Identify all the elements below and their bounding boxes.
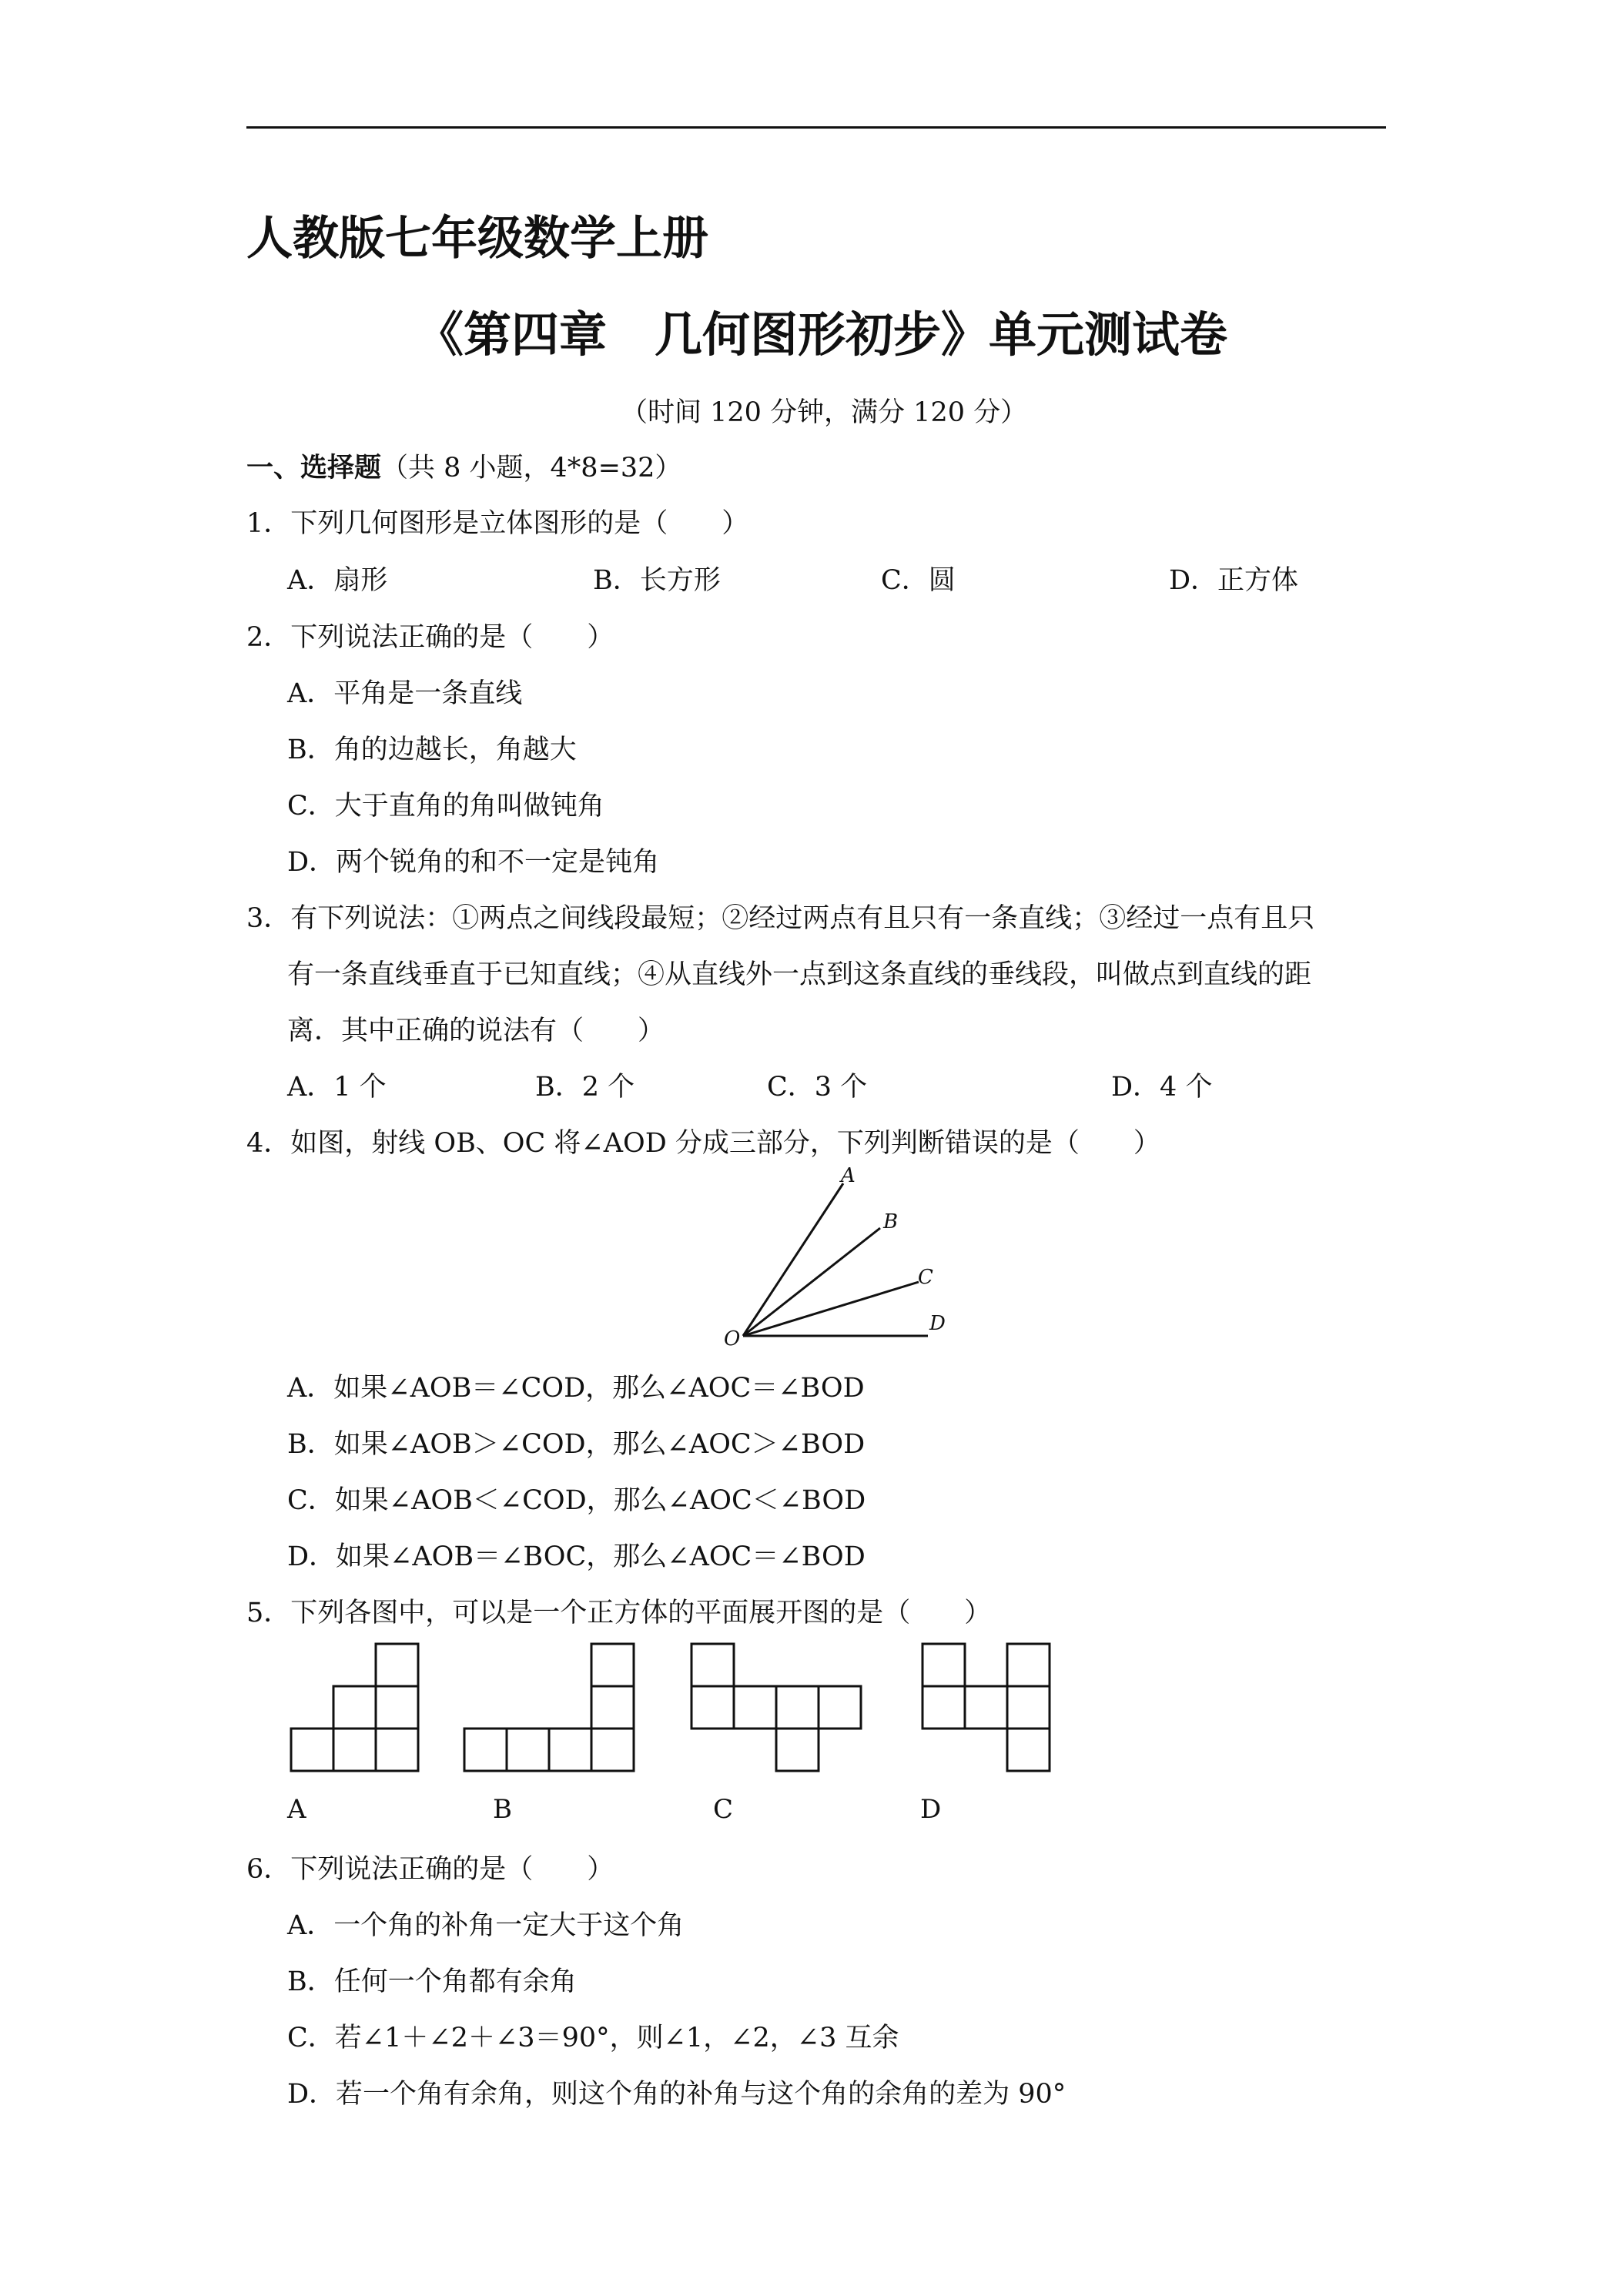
question-4-stem: 4．如图，射线 OB、OC 将∠AOD 分成三部分，下列判断错误的是（ ） xyxy=(246,1128,1160,1159)
point-label-d: D xyxy=(929,1312,946,1335)
section-note: （共 8 小题，4*8=32） xyxy=(381,453,682,484)
q1-option-c: C．圆 xyxy=(881,565,956,596)
net-d xyxy=(922,1644,1050,1771)
cube-nets-figure xyxy=(277,1640,1070,1794)
title-line-2: 《第四章 几何图形初步》单元测试卷 xyxy=(416,306,1228,363)
q6-option-d: D．若一个角有余角，则这个角的补角与这个角的余角的差为 90° xyxy=(287,2079,1066,2110)
title-line-1: 人教版七年级数学上册 xyxy=(246,212,708,266)
net-label-a: A xyxy=(287,1794,306,1825)
net-c xyxy=(691,1644,861,1771)
q4-option-d: D．如果∠AOB＝∠BOC，那么∠AOC＝∠BOD xyxy=(287,1541,866,1572)
q2-option-c: C．大于直角的角叫做钝角 xyxy=(287,791,604,822)
q4-option-a: A．如果∠AOB＝∠COD，那么∠AOC＝∠BOD xyxy=(287,1373,865,1404)
exam-info: （时间 120 分钟，满分 120 分） xyxy=(621,397,1028,428)
q2-option-d: D．两个锐角的和不一定是钝角 xyxy=(287,847,660,878)
net-label-c: C xyxy=(713,1794,734,1825)
q3-option-d: D．4 个 xyxy=(1111,1072,1213,1103)
question-3-stem-line-1: 3．有下列说法：①两点之间线段最短；②经过两点有且只有一条直线；③经过一点有且只 xyxy=(246,903,1315,934)
point-label-o: O xyxy=(724,1327,741,1350)
top-rule xyxy=(246,126,1386,129)
q3-option-a: A．1 个 xyxy=(287,1072,387,1103)
q6-option-a: A．一个角的补角一定大于这个角 xyxy=(287,1910,685,1941)
section-heading xyxy=(246,447,681,485)
point-label-c: C xyxy=(918,1266,933,1289)
question-3-stem-line-2: 有一条直线垂直于已知直线；④从直线外一点到这条直线的垂线段，叫做点到直线的距 xyxy=(287,959,1312,990)
ray-oc xyxy=(743,1282,919,1336)
q6-option-b: B．任何一个角都有余角 xyxy=(287,1966,577,1997)
question-1-stem: 1．下列几何图形是立体图形的是（ ） xyxy=(246,508,749,539)
question-6-stem: 6．下列说法正确的是（ ） xyxy=(246,1854,614,1885)
q3-option-c: C．3 个 xyxy=(767,1072,868,1103)
section-title: 一、选择题 xyxy=(246,453,382,484)
question-2-stem: 2．下列说法正确的是（ ） xyxy=(246,622,614,653)
q2-option-b: B．角的边越长，角越大 xyxy=(287,735,577,765)
angle-figure xyxy=(716,1166,970,1351)
point-label-a: A xyxy=(841,1166,856,1187)
question-3-stem-line-3: 离．其中正确的说法有（ ） xyxy=(287,1016,665,1046)
ray-ob xyxy=(743,1228,880,1336)
q3-option-b: B．2 个 xyxy=(535,1072,635,1103)
net-b xyxy=(464,1644,634,1771)
net-label-b: B xyxy=(493,1794,512,1825)
q6-option-c: C．若∠1＋∠2＋∠3＝90°，则∠1，∠2，∠3 互余 xyxy=(287,2023,899,2053)
q1-option-d: D．正方体 xyxy=(1169,565,1299,596)
q2-option-a: A．平角是一条直线 xyxy=(287,678,523,709)
ray-oa xyxy=(743,1183,843,1336)
net-label-d: D xyxy=(920,1794,942,1825)
q1-option-a: A．扇形 xyxy=(287,565,388,596)
q4-option-c: C．如果∠AOB＜∠COD，那么∠AOC＜∠BOD xyxy=(287,1485,866,1516)
point-label-b: B xyxy=(883,1210,899,1233)
q1-option-b: B．长方形 xyxy=(593,565,721,596)
question-5-stem: 5．下列各图中，可以是一个正方体的平面展开图的是（ ） xyxy=(246,1598,992,1628)
net-a xyxy=(291,1644,418,1771)
q4-option-b: B．如果∠AOB＞∠COD，那么∠AOC＞∠BOD xyxy=(287,1429,866,1460)
